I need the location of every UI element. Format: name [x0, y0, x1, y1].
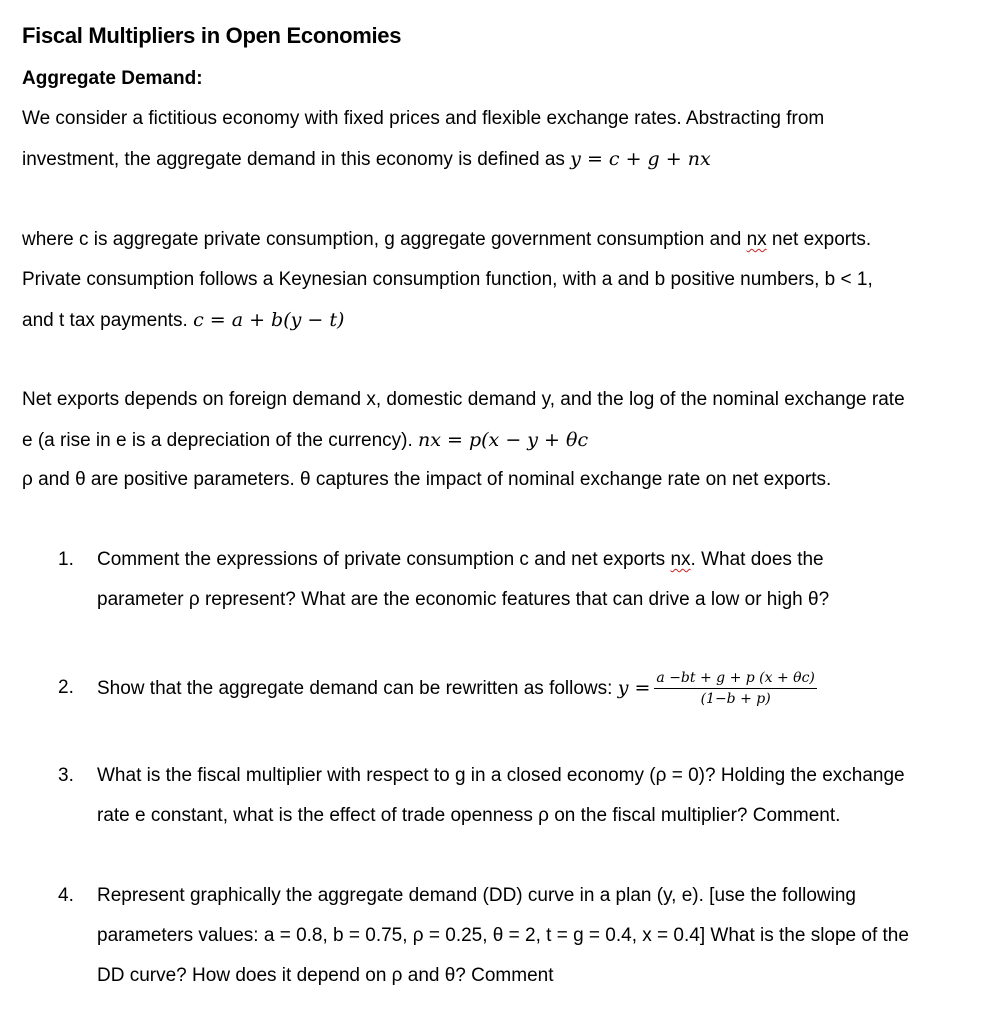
- paragraph-line: ρ and θ are positive parameters. θ captures the impact of nominal exchange rate on net exports.: [22, 469, 832, 490]
- equation-net-exports: nx = p(x − y + θc: [418, 429, 589, 451]
- paragraph-text: e (a rise in e is a depreciation of the currency).: [22, 430, 419, 451]
- question-line: [97, 548, 824, 572]
- paragraph-line: [22, 228, 871, 252]
- paragraph-line: [22, 147, 711, 172]
- fraction-numerator: a −bt + g + p (x + θc): [654, 669, 816, 689]
- equation-aggregate-demand: y = c + g + nx: [570, 148, 711, 170]
- question-line: What is the fiscal multiplier with respect to g in a closed economy (ρ = 0)? Holding the exchange: [97, 765, 905, 786]
- paragraph-text: net exports.: [766, 229, 872, 250]
- equation-fraction: [654, 669, 816, 708]
- question-number: 4.: [58, 885, 74, 906]
- paragraph-line: [22, 308, 344, 333]
- question-number: 2.: [58, 677, 74, 698]
- paragraph-text: and t tax payments.: [22, 310, 194, 331]
- paragraph-line: We consider a fictitious economy with fixed prices and flexible exchange rates. Abstracting from: [22, 108, 825, 129]
- question-line: [97, 666, 817, 711]
- paragraph-text: investment, the aggregate demand in this economy is defined as: [22, 149, 571, 170]
- spellcheck-word: nx: [746, 229, 767, 250]
- section-heading: Aggregate Demand:: [22, 68, 203, 89]
- question-line: parameter ρ represent? What are the economic features that can drive a low or high θ?: [97, 589, 830, 610]
- paragraph-line: [22, 428, 588, 453]
- question-line: Represent graphically the aggregate demand (DD) curve in a plan (y, e). [use the following: [97, 885, 856, 906]
- question-text: Comment the expressions of private consumption c and net exports: [97, 549, 671, 570]
- fraction-denominator: (1−b + p): [700, 691, 771, 708]
- question-number: 1.: [58, 549, 74, 570]
- equation-lhs: y =: [617, 677, 651, 699]
- question-line: DD curve? How does it depend on ρ and θ? Comment: [97, 965, 554, 986]
- question-text: Show that the aggregate demand can be rewritten as follows:: [97, 678, 618, 699]
- question-line: rate e constant, what is the effect of trade openness ρ on the fiscal multiplier? Comment.: [97, 805, 841, 826]
- paragraph-text: where c is aggregate private consumption, g aggregate government consumption and: [22, 229, 747, 250]
- question-line: parameters values: a = 0.8, b = 0.75, ρ = 0.25, θ = 2, t = g = 0.4, x = 0.4] What is the slope of the: [97, 925, 909, 946]
- equation-consumption: c = a + b(y − t): [193, 309, 345, 331]
- paragraph-line: Net exports depends on foreign demand x, domestic demand y, and the log of the nominal exchange rate: [22, 389, 905, 410]
- question-number: 3.: [58, 765, 74, 786]
- spellcheck-word: nx: [670, 549, 691, 570]
- document-title: Fiscal Multipliers in Open Economies: [22, 23, 402, 48]
- question-text: . What does the: [690, 549, 824, 570]
- paragraph-line: Private consumption follows a Keynesian consumption function, with a and b positive numbers, b < 1,: [22, 269, 873, 290]
